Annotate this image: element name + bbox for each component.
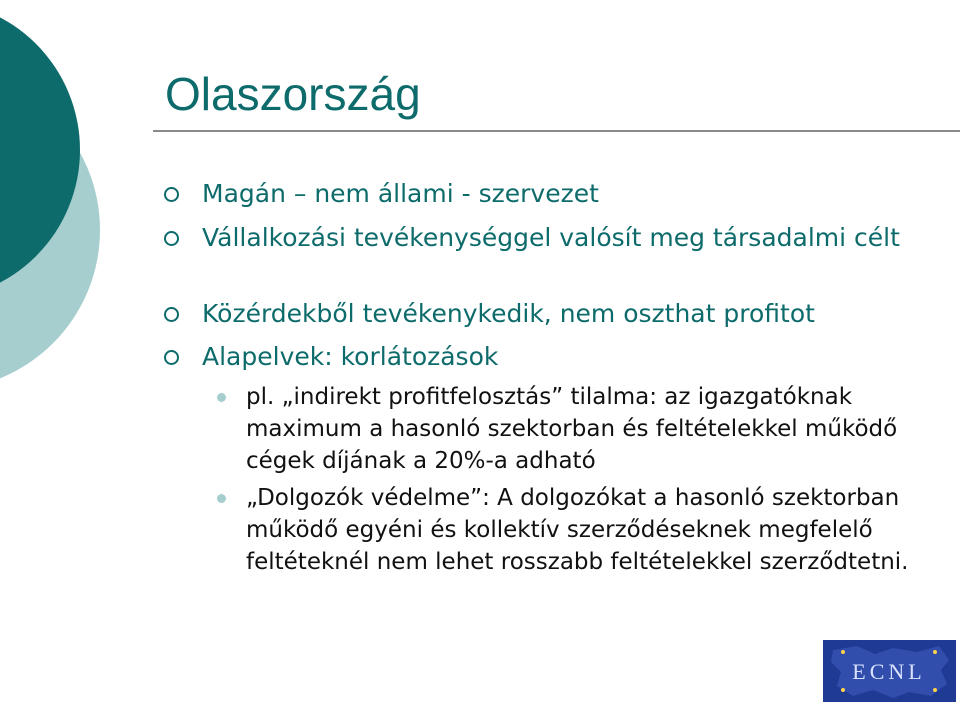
logo-text: ECNL	[852, 659, 926, 684]
sub-bullet-item: „Dolgozók védelme”: A dolgozókat a hasonló szektorban működő egyéni és kollektív szerződéseknek megfelelő feltéteknél nem lehet rosszabb feltételekkel szerződtetni.	[246, 482, 954, 578]
bullet-item: Alapelvek: korlátozások	[202, 340, 942, 374]
bullet-item: Magán – nem állami - szervezet	[202, 177, 942, 211]
logo-star	[841, 688, 845, 692]
bullet-item: Közérdekből tevékenykedik, nem oszthat profitot	[202, 297, 942, 331]
logo-star	[933, 650, 937, 654]
logo-star	[841, 650, 845, 654]
slide-title: Olaszország	[165, 68, 421, 120]
logo-star	[933, 688, 937, 692]
ecnl-logo-icon	[823, 640, 956, 702]
bullet-item: Vállalkozási tevékenységgel valósít meg társadalmi célt	[202, 221, 942, 255]
sub-bullet-item: pl. „indirekt profitfelosztás” tilalma: az igazgatóknak maximum a hasonló szektorban és feltételekkel működő cégek díjának a 20%-a adható	[246, 381, 954, 477]
